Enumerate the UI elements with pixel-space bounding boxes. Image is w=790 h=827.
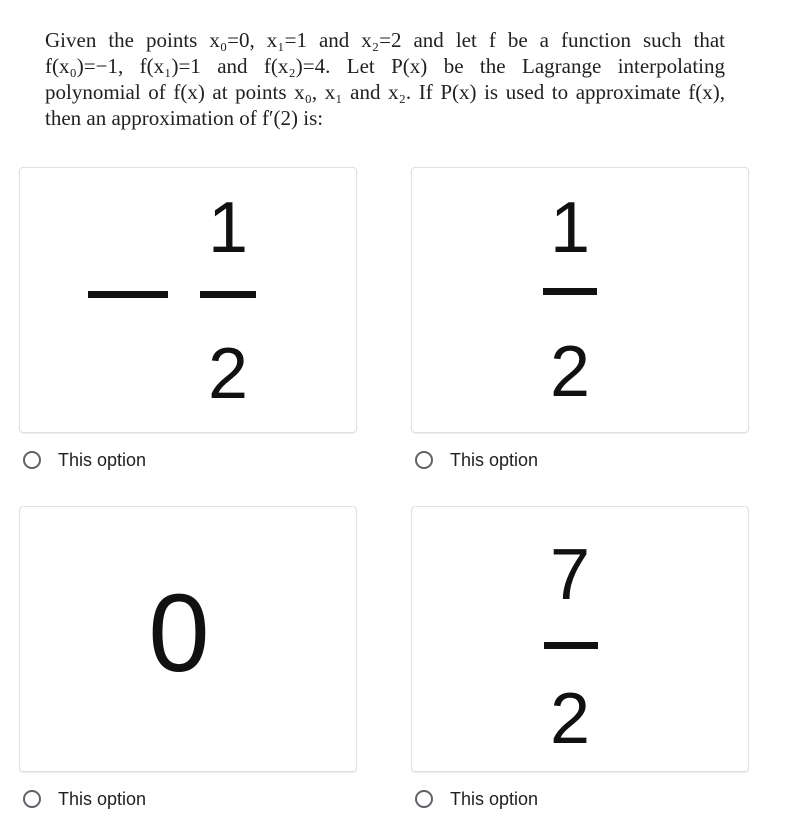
option-label: This option [450, 449, 539, 470]
numerator: 7 [549, 535, 591, 615]
option-label: This option [450, 788, 539, 809]
option-card-negative-half[interactable] [20, 168, 356, 432]
option-radio-1[interactable] [23, 446, 146, 474]
numerator: 1 [549, 188, 591, 268]
question-line-4: then an approximation of f′(2) is: [45, 106, 324, 130]
option-card-zero[interactable] [20, 507, 356, 771]
radio-button[interactable] [23, 451, 41, 469]
option-radio-2[interactable] [415, 446, 538, 474]
fraction-bar [543, 288, 597, 295]
question-line-1: Given the points x₀=0, x₁=1 and x₂=2 and let f be a function such that [45, 28, 725, 52]
option-label: This option [58, 449, 147, 470]
radio-button[interactable] [415, 790, 433, 808]
option-label: This option [58, 788, 147, 809]
zero-value: 0 [148, 572, 210, 695]
denominator: 2 [549, 679, 591, 759]
radio-button[interactable] [415, 451, 433, 469]
option-radio-4[interactable] [415, 785, 538, 813]
option-radio-3[interactable] [23, 785, 146, 813]
option-card-half[interactable] [412, 168, 748, 432]
radio-button[interactable] [23, 790, 41, 808]
option-card-seven-halves[interactable] [412, 507, 748, 771]
fraction-bar [544, 642, 598, 649]
minus-sign [88, 291, 168, 298]
question-line-2: f(x₀)=−1, f(x₁)=1 and f(x₂)=4. Let P(x) be the Lagrange interpolating [45, 54, 725, 78]
fraction-bar [200, 291, 256, 298]
question-text [45, 27, 725, 131]
denominator: 2 [207, 334, 249, 414]
denominator: 2 [549, 332, 591, 412]
numerator: 1 [207, 188, 249, 268]
question-line-3: polynomial of f(x) at points x₀, x₁ and x₂. If P(x) is used to approximate f(x), [45, 80, 725, 104]
